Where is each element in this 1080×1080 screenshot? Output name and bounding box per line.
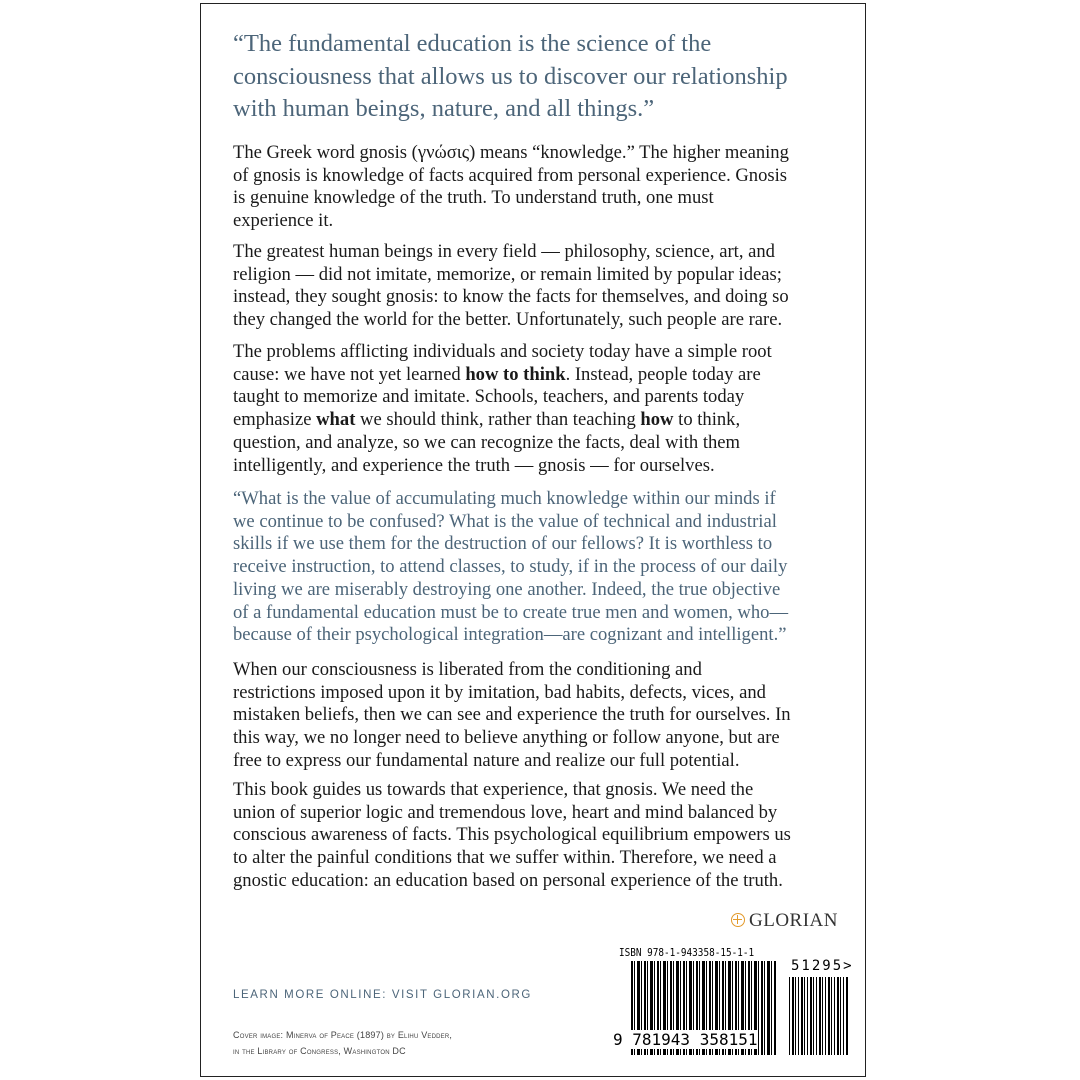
cover-credit (233, 1027, 452, 1059)
price-barcode-bars (789, 977, 849, 1055)
bold-text: how to think (465, 363, 566, 385)
text-line (233, 727, 791, 750)
text-segment: to alter the painful conditions that we suffer within. Therefore, we need a (233, 847, 777, 869)
text-line (233, 624, 788, 647)
text-line (233, 847, 791, 870)
text-segment: restrictions imposed upon it by imitation, bad habits, defects, vices, and (233, 681, 766, 703)
body-paragraph (233, 241, 789, 332)
ean-digits: 9 781943 358151 (613, 1030, 758, 1049)
text-line (233, 511, 788, 534)
text-line (233, 264, 789, 287)
text-segment: receive instruction, to attend classes, to study, if in the process of our daily (233, 556, 788, 578)
quote-line: with human beings, nature, and all things.” (233, 95, 655, 122)
price-code: 51295> (791, 958, 854, 974)
text-segment: gnostic education: an education based on personal experience of the truth. (233, 869, 783, 891)
text-segment: of gnosis is knowledge of facts acquired from personal experience. Gnosis (233, 164, 788, 186)
body-paragraph (233, 779, 791, 893)
text-line (233, 187, 789, 210)
book-back-cover (200, 3, 866, 1077)
text-segment: . Instead, people today are (565, 363, 761, 385)
text-segment: we should think, rather than teaching (355, 409, 641, 431)
bold-text: how (640, 409, 674, 431)
body-paragraph (233, 341, 772, 477)
text-line (233, 364, 772, 387)
text-segment: we continue to be confused? What is the value of technical and industrial (233, 510, 777, 532)
text-segment: this way, we no longer need to believe anything or follow anyone, but are (233, 727, 780, 749)
text-segment: mistaken beliefs, then we can see and experience the truth for ourselves. In (233, 704, 791, 726)
text-line (233, 750, 791, 773)
text-segment: skills if we use them for the destruction of our fellows? It is worthless to (233, 533, 773, 555)
text-segment: When our consciousness is liberated from the conditioning and (233, 659, 702, 680)
credit-line: Cover image: Minerva of Peace (1897) by Elihu Vedder, (233, 1030, 453, 1040)
text-segment: cause: we have not yet learned (233, 363, 466, 385)
isbn-text: ISBN 978-1-943358-15-1-1 (619, 946, 755, 959)
text-line (233, 533, 788, 556)
text-segment: question, and analyze, so we can recognize the facts, deal with them (233, 431, 740, 453)
text-segment: religion — did not imitate, memorize, or remain limited by popular ideas; (233, 263, 782, 285)
text-segment: The greatest human beings in every field — philosophy, science, art, and (233, 241, 775, 262)
text-line (233, 602, 788, 625)
text-segment: “What is the value of accumulating much knowledge within our minds if (233, 488, 776, 509)
publisher-name: GLORIAN (749, 910, 838, 931)
text-line (233, 241, 789, 264)
ean-number (613, 1030, 758, 1049)
text-line (233, 802, 791, 825)
text-segment: living we are miserably destroying one another. Indeed, the true objective (233, 578, 781, 600)
text-line (233, 210, 789, 233)
learn-more-link: LEARN MORE ONLINE: VISIT GLORIAN.ORG (233, 989, 532, 1001)
text-segment: to think, (673, 409, 741, 431)
quote-line: “The fundamental education is the science of the (233, 30, 712, 57)
credit-line: in the Library of Congress, Washington DC (233, 1046, 406, 1056)
text-segment: This book guides us towards that experience, that gnosis. We need the (233, 779, 754, 800)
text-line (233, 409, 772, 432)
text-line (233, 682, 791, 705)
text-line (233, 341, 772, 364)
body-paragraph (233, 659, 791, 773)
bold-text: what (316, 409, 356, 431)
text-line (233, 824, 791, 847)
publisher-logo (731, 910, 838, 932)
text-line (233, 556, 788, 579)
text-line (233, 432, 772, 455)
text-segment: of a fundamental education must be to create true men and women, who— (233, 601, 789, 623)
text-line (233, 870, 791, 893)
glorian-cross-icon (731, 913, 745, 927)
body-paragraph (233, 142, 789, 233)
text-segment: conscious awareness of facts. This psychological equilibrium empowers us (233, 824, 791, 846)
text-line (233, 455, 772, 478)
text-line (233, 659, 791, 682)
text-segment: is genuine knowledge of the truth. To understand truth, one must (233, 187, 714, 209)
text-segment: they changed the world for the better. Unfortunately, such people are rare. (233, 309, 783, 331)
text-line (233, 488, 788, 511)
text-segment: intelligently, and experience the truth — gnosis — for ourselves. (233, 454, 715, 476)
text-segment: union of superior logic and tremendous love, heart and mind balanced by (233, 801, 778, 823)
text-segment: taught to memorize and imitate. Schools, teachers, and parents today (233, 386, 745, 408)
isbn-barcode (611, 944, 861, 1064)
text-line (233, 309, 789, 332)
text-line (233, 165, 789, 188)
text-segment: free to express our fundamental nature and realize our full potential. (233, 749, 740, 771)
text-line (233, 142, 789, 165)
text-line (233, 386, 772, 409)
pull-quote (233, 488, 788, 647)
text-segment: instead, they sought gnosis: to know the facts for themselves, and doing so (233, 286, 789, 308)
headline-quote (233, 28, 788, 126)
text-line (233, 579, 788, 602)
text-segment: experience it. (233, 210, 334, 232)
text-segment: because of their psychological integration—are cognizant and intelligent.” (233, 624, 787, 646)
text-line (233, 286, 789, 309)
text-segment: emphasize (233, 409, 317, 431)
text-line (233, 779, 791, 802)
text-line (233, 704, 791, 727)
text-segment: The Greek word gnosis (γνώσις) means “knowledge.” The higher meaning (233, 142, 789, 163)
text-segment: The problems afflicting individuals and society today have a simple root (233, 341, 772, 362)
quote-line: consciousness that allows us to discover our relationship (233, 62, 788, 90)
